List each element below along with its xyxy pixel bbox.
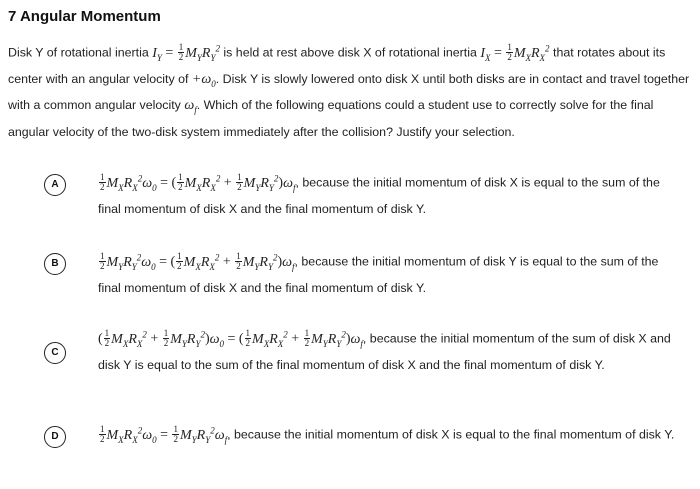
fraction-half: $\frac{1}{2}$ — [177, 250, 182, 271]
stem-text: . Disk Y is slowly lowered onto disk X until both disks are in contact and travel together with a common angular velocity — [8, 71, 690, 113]
fraction-half: $\frac{1}{2}$ — [178, 41, 184, 62]
option-d-text: $\frac{1}{2}$ $M_XR_X^2\omega_0$ = $\frac{1}{2}$ $M_YR_Y^2\omega_f$, because the initial momentum of disk X is equal to the final momentum of disk Y. — [100, 423, 675, 445]
option-a-reason: , because the initial momentum of disk X is equal to the sum of the final momentum of disk X and the final momentum of disk Y. — [98, 175, 660, 216]
fraction-half: $\frac{1}{2}$ — [100, 250, 105, 271]
option-b-reason: , because the initial momentum of disk Y is equal to the sum of the final momentum of disk X and the final momentum of disk Y. — [98, 254, 659, 295]
question-title: 7 Angular Momentum — [8, 8, 161, 25]
fraction-half: $\frac{1}{2}$ — [245, 327, 251, 348]
fraction-half: $\frac{1}{2}$ — [104, 327, 110, 348]
option-b-text: $\frac{1}{2}$ $M_YR_Y^2\omega_0$ = ( $\frac{1}{2}$ $M_XR_X^2$ + $\frac{1}{2}$ $M_YR_Y^2)\omega_f$, because the initial momentum of disk Y is equal to the sum of the final momentum of disk X and the final momentum of disk Y. — [98, 250, 659, 295]
inertia-y-symbol: $I_Y$ — [152, 45, 162, 63]
question-stem: Disk Y of rotational inertia $I_Y$ = $\frac{1}{2}$ $M_YR_Y^2$ is held at rest above disk X of rotational inertia $I_X$ = $\frac{1}{2}$ $M_XR_X^2$ that rotates about its center with an angular velocity of $+\omega_0$. Disk Y is slowly lowered onto disk X until both disks are in contact and travel together with a common angular velocity $\omega_f$. Which of the following equations could a student use to correctly solve for the final angular velocity of the two-disk system immediately after the collision? Justify your selection. — [8, 41, 690, 139]
omega-zero-symbol: $+\omega_0$ — [191, 71, 216, 89]
mass-x-radius-x-term: $M_XR_X^2$ — [513, 43, 550, 63]
fraction-half: $\frac{1}{2}$ — [507, 41, 512, 62]
stem-text: that rotates about its center with an angular velocity of — [8, 45, 666, 86]
stem-text: Disk Y of rotational inertia — [8, 45, 149, 60]
fraction-half: $\frac{1}{2}$ — [100, 423, 105, 444]
fraction-half: $\frac{1}{2}$ — [304, 327, 310, 348]
fraction-half: $\frac{1}{2}$ — [178, 171, 183, 192]
option-c-reason: , because the initial momentum of the sum of disk X and disk Y is equal to the sum of the final momentum of disk X and the final momentum of disk Y. — [98, 331, 671, 372]
equation-term: $M_YR_Y^2\omega_0$ — [106, 252, 156, 272]
option-c-radio[interactable]: C — [44, 342, 66, 364]
fraction-half: $\frac{1}{2}$ — [237, 171, 242, 192]
option-a-radio[interactable]: A — [44, 174, 66, 196]
option-c-text: ( $\frac{1}{2}$ $M_XR_X^2$ + $\frac{1}{2}$ $M_YR_Y^2)\omega_0$ = ( $\frac{1}{2}$ $M_XR_X^2$ + $\frac{1}{2}$ $M_YR_Y^2)\omega_f$, because the initial momentum of the sum of disk X and disk Y is equal to the sum of the final momentum of disk X and the final momentum of disk Y. — [98, 327, 671, 372]
option-d-radio[interactable]: D — [44, 426, 66, 448]
fraction-half: $\frac{1}{2}$ — [163, 327, 169, 348]
option-a-text: $\frac{1}{2}$ $M_XR_X^2\omega_0$ = ( $\frac{1}{2}$ $M_XR_X^2$ + $\frac{1}{2}$ $M_YR_Y^2)\omega_f$, because the initial momentum of disk X is equal to the sum of the final momentum of disk X and the final momentum of disk Y. — [98, 171, 660, 216]
equation-term: $M_XR_X^2\omega_0$ — [106, 173, 157, 193]
mass-y-radius-y-term: $M_YR_Y^2$ — [185, 43, 220, 63]
fraction-half: $\frac{1}{2}$ — [173, 423, 178, 444]
option-b-radio[interactable]: B — [44, 253, 66, 275]
stem-text: is held at rest above disk X of rotational inertia — [223, 45, 477, 60]
stem-text: . Which of the following equations could a student use to correctly solve for the final angular velocity of the two-disk system immediately after the collision? Justify your selection. — [8, 98, 654, 139]
fraction-half: $\frac{1}{2}$ — [100, 171, 105, 192]
fraction-half: $\frac{1}{2}$ — [236, 250, 241, 271]
inertia-x-symbol: $I_X$ — [480, 45, 491, 63]
omega-final-symbol: $\omega_f$ — [184, 98, 197, 116]
option-d-reason: , because the initial momentum of disk X is equal to the final momentum of disk Y. — [227, 427, 675, 442]
